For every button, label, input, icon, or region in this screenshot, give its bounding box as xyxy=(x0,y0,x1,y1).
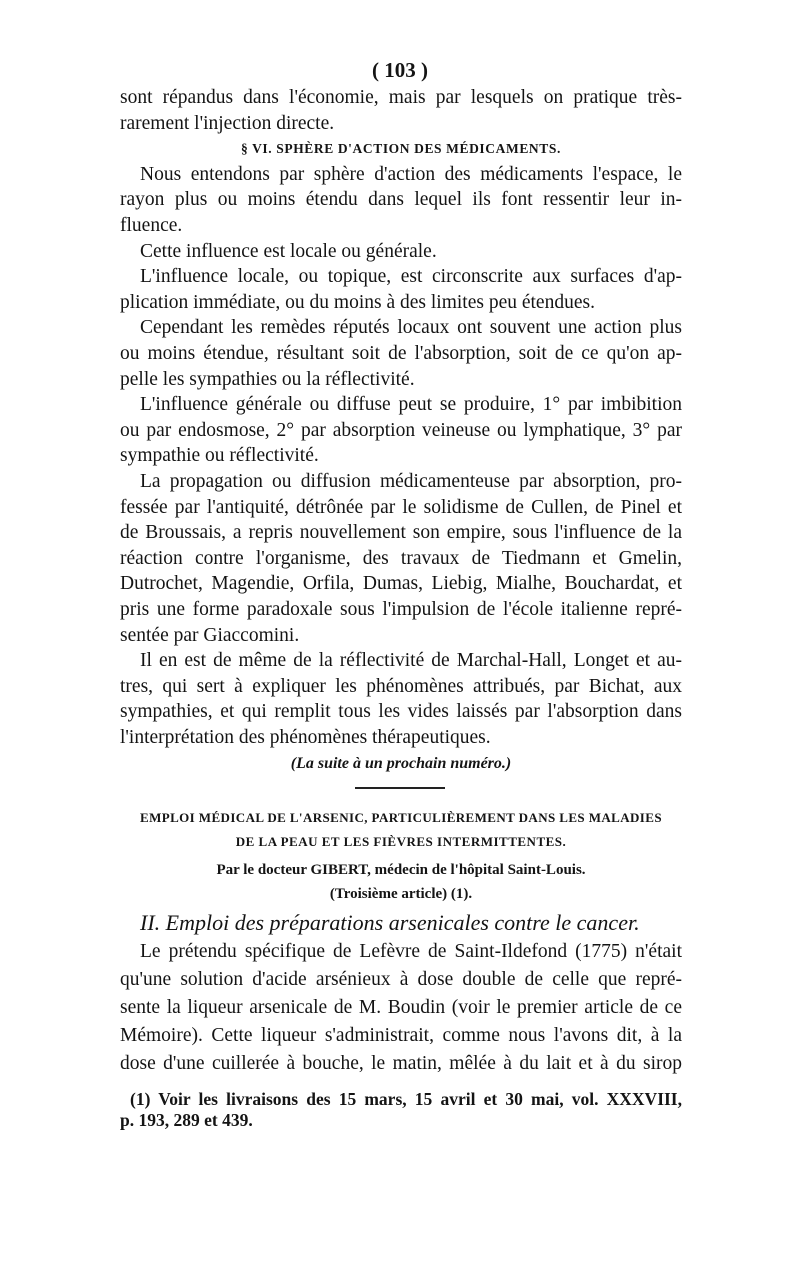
text-line: pelle les sympathies ou la réflectivité. xyxy=(120,368,415,390)
text-line: Il en est de même de la réflectivité de Marchal-Hall, Longet et au- xyxy=(140,650,682,672)
text-line: plication immédiate, ou du moins à des limites peu étendues. xyxy=(120,291,595,313)
footnote-line-2: p. 193, 289 et 439. xyxy=(120,1110,253,1130)
text-line: § VI. SPHÈRE D'ACTION DES MÉDICAMENTS. xyxy=(241,141,561,157)
text-line: pris une forme paradoxale sous l'impulsion de l'école italienne repré- xyxy=(120,599,682,620)
text-line: Cette influence est locale ou générale. xyxy=(140,240,437,262)
text-line: Dutrochet, Magendie, Orfila, Dumas, Liebig, Mialhe, Bouchardat, et xyxy=(120,573,682,595)
article-byline: Par le docteur GIBERT, médecin de l'hôpital Saint-Louis. xyxy=(216,862,586,878)
text-line: ou moins étendue, résultant soit de l'absorption, soit de ce qu'on ap- xyxy=(120,343,682,364)
text-line: de Broussais, a repris nouvellement son empire, sous l'influence de la xyxy=(120,522,682,544)
section-heading: II. Emploi des préparations arsenicales contre le cancer. xyxy=(140,910,640,935)
text-line: sont répandus dans l'économie, mais par lesquels on pratique très- xyxy=(120,87,682,108)
text-line: rayon plus ou moins étendu dans lequel ils font ressentir leur in- xyxy=(120,189,682,211)
text-line: L'influence locale, ou topique, est circonscrite aux surfaces d'ap- xyxy=(140,266,682,288)
article-number: (Troisième article) (1). xyxy=(329,886,473,902)
continuation-note: (La suite à un prochain numéro.) xyxy=(290,755,512,772)
text-line: rarement l'injection directe. xyxy=(120,112,335,134)
text-line: qu'une solution d'acide arsénieux à dose double de celle que repré- xyxy=(120,969,682,990)
text-line: sente la liqueur arsenicale de M. Boudin (voir le premier article de ce xyxy=(120,997,682,1018)
article-title-line-2: DE LA PEAU ET LES FIÈVRES INTERMITTENTES. xyxy=(235,834,567,849)
footnote-line-1: (1) Voir les livraisons des 15 mars, 15 avril et 30 mai, vol. XXXVIII, xyxy=(130,1089,682,1109)
text-line: La propagation ou diffusion médicamenteuse par absorption, pro- xyxy=(140,471,682,492)
text-line: réaction contre l'organisme, des travaux de Tiedmann et Gmelin, xyxy=(120,547,682,569)
text-line: fessée par l'antiquité, détrônée par le solidisme de Cullen, de Pinel et xyxy=(120,496,682,518)
text-line: tres, qui sert à expliquer les phénomènes attribués, par Bichat, aux xyxy=(120,675,682,697)
text-line: dose d'une cuillerée à bouche, le matin, mêlée à du lait et à du sirop xyxy=(120,1053,682,1074)
page-number: ( 103 ) xyxy=(372,58,428,82)
text-line: Nous entendons par sphère d'action des médicaments l'espace, le xyxy=(140,163,682,185)
text-line: sympathies, et qui remplit tous les vides laissés par l'absorption dans xyxy=(120,701,682,723)
text-line: ou par endosmose, 2° par absorption veineuse ou lymphatique, 3° par xyxy=(120,419,682,441)
text-line: fluence. xyxy=(120,215,183,236)
text-line: Mémoire). Cette liqueur s'administrait, comme nous l'avons dit, à la xyxy=(120,1025,682,1046)
text-line: sympathie ou réflectivité. xyxy=(120,445,319,467)
text-line: Cependant les remèdes réputés locaux ont souvent une action plus xyxy=(140,317,682,339)
text-line: Le prétendu spécifique de Lefèvre de Saint-Ildefond (1775) n'était xyxy=(140,941,682,962)
article-title-line-1: EMPLOI MÉDICAL DE L'ARSENIC, PARTICULIÈREMENT DANS LES MALADIES xyxy=(140,810,662,825)
divider-rule xyxy=(355,787,445,789)
text-line: sentée par Giaccomini. xyxy=(120,624,300,646)
text-line: l'interprétation des phénomènes thérapeutiques. xyxy=(120,727,491,748)
text-line: L'influence générale ou diffuse peut se produire, 1° par imbibition xyxy=(140,394,682,416)
